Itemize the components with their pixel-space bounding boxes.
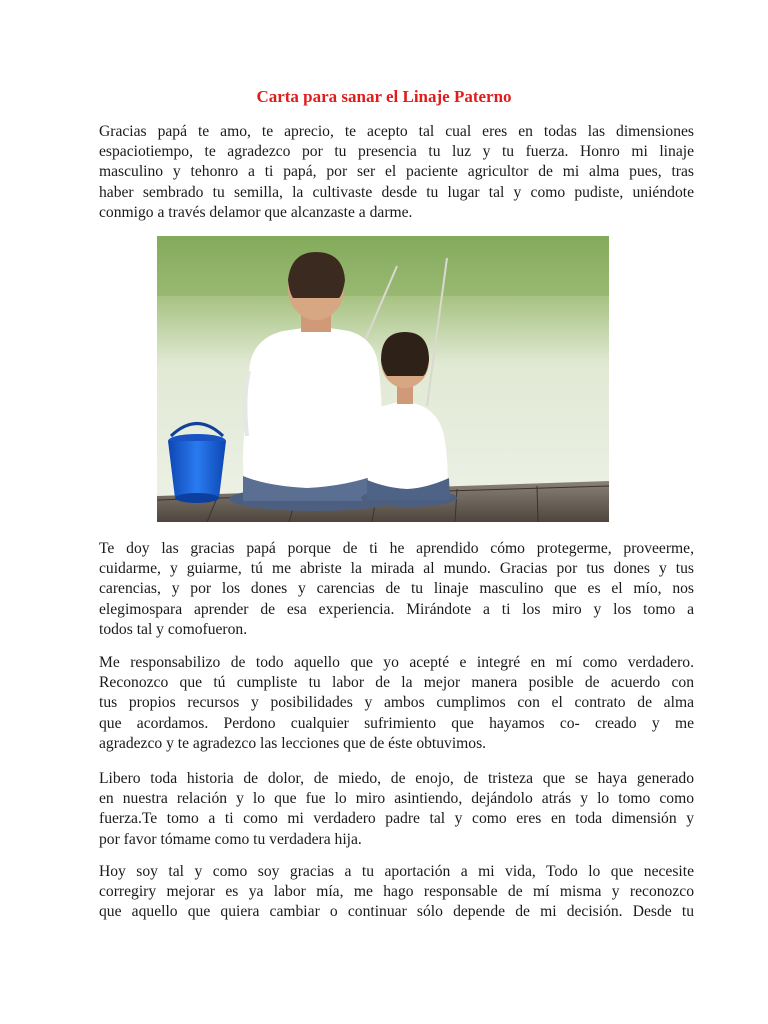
- paragraph-line: corregiry mejorar es ya labor mía, me hago responsable de mí misma y reconozco: [99, 883, 694, 901]
- paragraph-line: Libero toda historia de dolor, de miedo, de enojo, de tristeza que se haya generado: [99, 770, 694, 787]
- paragraph-line: espaciotiempo, te agradezco por tu presencia tu luz y tu fuerza. Honro mi linaje: [99, 143, 694, 161]
- paragraph-line: Hoy soy tal y como soy gracias a tu aportación a mi vida, Todo lo que necesite: [99, 863, 694, 880]
- paragraph-line: en nuestra relación y lo que fue lo miro asintiendo, dejándolo atrás y lo tomo como: [99, 790, 694, 808]
- paragraph-1: [99, 122, 694, 223]
- paragraph-line: conmigo a través delamor que alcanzaste a darme.: [99, 203, 413, 221]
- paragraph-5: [99, 862, 694, 923]
- paragraph-line: que acordamos. Perdono cualquier sufrimiento que hayamos co- creado y me: [99, 714, 694, 732]
- paragraph-2: [99, 539, 694, 640]
- paragraph-line: que aquello que quiera cambiar o continuar sólo depende de mi decisión. Desde tu: [99, 903, 694, 921]
- paragraph-line: agradezco y te agradezco las lecciones que de éste obtuvimos.: [99, 734, 487, 752]
- paragraph-line: fuerza.Te tomo a ti como mi verdadero padre tal y como eres en toda dimensión y: [99, 810, 694, 828]
- paragraph-line: carencias, y por los dones y carencias de tu linaje masculino que es el mío, nos: [99, 580, 694, 598]
- paragraph-4: [99, 769, 694, 850]
- paragraph-line: masculino y tehonro a ti papá, por ser el paciente agricultor de mi alma pues, tras: [99, 163, 694, 181]
- paragraph-line: Reconozco que tú cumpliste tu labor de la mejor manera posible de acuerdo con: [99, 674, 694, 692]
- paragraph-line: haber sembrado tu semilla, la cultivaste desde tu lugar tal y como pudiste, uniéndote: [99, 183, 694, 201]
- paragraph-line: Gracias papá te amo, te aprecio, te acepto tal cual eres en todas las dimensiones: [99, 123, 694, 140]
- paragraph-line: Me responsabilizo de todo aquello que yo acepté e integré en mí como verdadero.: [99, 654, 694, 671]
- paragraph-line: por favor tómame como tu verdadera hija.: [99, 830, 362, 848]
- photo-illustration: [157, 236, 609, 522]
- father-son-fishing-photo: [157, 236, 609, 522]
- paragraph-3: [99, 653, 694, 754]
- paragraph-line: elegimospara aprender de esa experiencia. Mirándote a ti los miro y los tomo a: [99, 600, 694, 618]
- paragraph-line: cuidarme, y guiarme, tú me abriste la mirada al mundo. Gracias por tus dones y tus: [99, 560, 694, 578]
- document-title: Carta para sanar el Linaje Paterno: [256, 87, 512, 106]
- paragraph-line: todos tal y comofueron.: [99, 620, 248, 638]
- paragraph-line: tus propios recursos y posibilidades y ambos cumplimos con el contrato de alma: [99, 694, 694, 712]
- paragraph-line: Te doy las gracias papá porque de ti he aprendido cómo protegerme, proveerme,: [99, 540, 694, 557]
